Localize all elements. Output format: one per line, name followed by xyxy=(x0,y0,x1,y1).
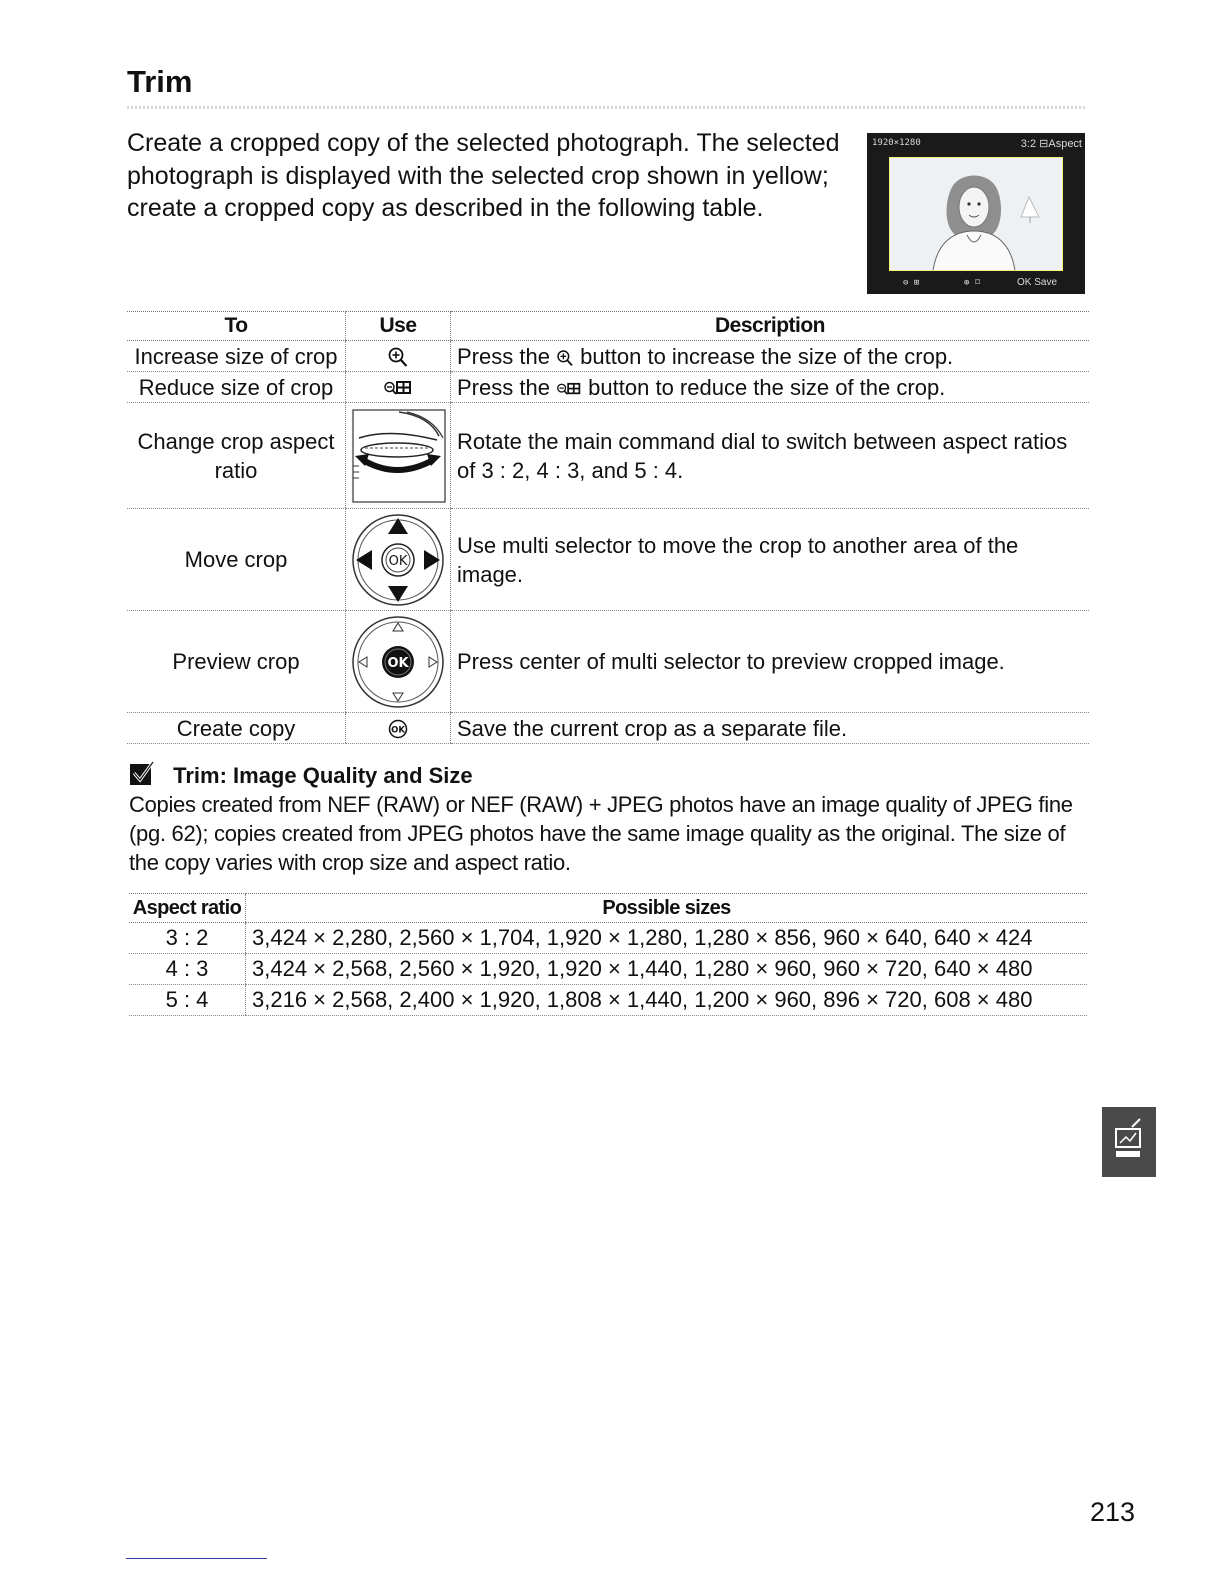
screen-photo xyxy=(889,157,1063,271)
page-number: 213 xyxy=(1090,1497,1136,1527)
screen-resolution: 1920×1280 xyxy=(872,138,921,148)
table-row xyxy=(127,341,1089,372)
desc-text-before: Press the xyxy=(457,374,557,400)
desc-text-before: Press the xyxy=(457,343,557,369)
table-row xyxy=(129,954,1087,985)
page-title: Trim xyxy=(127,64,193,99)
ok-button-icon xyxy=(388,719,408,739)
checkmark-note-icon xyxy=(129,761,155,787)
row-aspect-ratio: 4 : 3 xyxy=(129,954,246,985)
svg-text:OK: OK xyxy=(391,725,405,736)
row-possible-sizes: 3,216 × 2,568, 2,400 × 1,920, 1,808 × 1,440, 1,200 × 960, 896 × 720, 608 × 480 xyxy=(246,985,1088,1016)
screen-status-bottom xyxy=(867,277,1085,291)
svg-text:OK: OK xyxy=(387,655,409,671)
trim-operations-table xyxy=(127,311,1089,744)
table-row xyxy=(127,509,1089,611)
row-aspect-ratio: 3 : 2 xyxy=(129,923,246,954)
table-row xyxy=(129,985,1087,1016)
row-aspect-ratio: 5 : 4 xyxy=(129,985,246,1016)
header-to: To xyxy=(127,312,346,341)
camera-monitor-screen xyxy=(867,133,1085,294)
screen-aspect-label: 3:2 ⊟Aspect xyxy=(1020,138,1082,150)
table-row xyxy=(127,611,1089,713)
screen-zoom-out-hint: ⊖ ⊞ xyxy=(903,278,920,288)
header-description: Description xyxy=(451,312,1090,341)
footer-rule xyxy=(126,1558,267,1559)
title-divider xyxy=(127,106,1085,109)
retouch-menu-tab xyxy=(1102,1107,1156,1177)
zoom-out-thumbnail-icon xyxy=(383,378,413,398)
retouch-menu-icon xyxy=(1102,1107,1156,1177)
svg-text:OK: OK xyxy=(388,553,408,569)
row-use xyxy=(346,611,451,713)
header-use: Use xyxy=(346,312,451,341)
zoom-in-icon xyxy=(387,346,409,368)
row-description: Use multi selector to move the crop to another area of the image. xyxy=(451,509,1090,611)
row-use xyxy=(346,713,451,744)
row-to: Increase size of crop xyxy=(127,341,346,372)
header-aspect-ratio: Aspect ratio xyxy=(129,894,246,923)
row-to: Create copy xyxy=(127,713,346,744)
table-header-row xyxy=(129,894,1087,923)
row-description xyxy=(451,341,1090,372)
row-possible-sizes: 3,424 × 2,568, 2,560 × 1,920, 1,920 × 1,440, 1,280 × 960, 960 × 720, 640 × 480 xyxy=(246,954,1088,985)
row-description xyxy=(451,372,1090,403)
crop-outline xyxy=(889,157,1063,271)
note-body: Copies created from NEF (RAW) or NEF (RAW) + JPEG photos have an image quality of JPEG fine (pg. 62); copies created from JPEG photos have the same image quality as the original. The size of the copy varies with crop size and aspect ratio. xyxy=(129,792,1073,875)
table-header-row xyxy=(127,312,1089,341)
table-row xyxy=(127,403,1089,509)
note-title: Trim: Image Quality and Size xyxy=(173,763,473,788)
row-to: Preview crop xyxy=(127,611,346,713)
zoom-out-thumbnail-inline-icon xyxy=(556,380,582,398)
multi-selector-arrows-icon xyxy=(350,512,446,608)
row-use xyxy=(346,372,451,403)
row-use xyxy=(346,509,451,611)
row-to: Reduce size of crop xyxy=(127,372,346,403)
row-description: Rotate the main command dial to switch between aspect ratios of 3 : 2, 4 : 3, and 5 : 4. xyxy=(451,403,1090,509)
row-description: Press center of multi selector to preview cropped image. xyxy=(451,611,1090,713)
main-command-dial-icon xyxy=(349,408,447,504)
screen-save-hint: OK Save xyxy=(1017,277,1058,288)
intro-paragraph: Create a cropped copy of the selected photograph. The selected photograph is displayed with the selected crop shown in yellow; create a cropped copy as described in the following table. xyxy=(127,129,840,222)
row-to: Change crop aspect ratio xyxy=(127,403,346,509)
screen-status-top xyxy=(867,137,1085,151)
header-possible-sizes: Possible sizes xyxy=(246,894,1088,923)
row-possible-sizes: 3,424 × 2,280, 2,560 × 1,704, 1,920 × 1,280, 1,280 × 856, 960 × 640, 640 × 424 xyxy=(246,923,1088,954)
desc-text-after: button to increase the size of the crop. xyxy=(580,343,954,369)
row-description: Save the current crop as a separate file. xyxy=(451,713,1090,744)
row-use xyxy=(346,403,451,509)
table-row xyxy=(127,372,1089,403)
possible-sizes-table xyxy=(129,893,1087,1016)
row-to: Move crop xyxy=(127,509,346,611)
row-use xyxy=(346,341,451,372)
table-row xyxy=(129,923,1087,954)
table-row xyxy=(127,713,1089,744)
screen-zoom-in-hint: ⊕ ⌑ xyxy=(964,278,981,288)
zoom-in-inline-icon xyxy=(556,348,574,368)
multi-selector-ok-icon xyxy=(350,614,446,710)
note-heading xyxy=(129,761,473,789)
desc-text-after: button to reduce the size of the crop. xyxy=(588,374,946,400)
